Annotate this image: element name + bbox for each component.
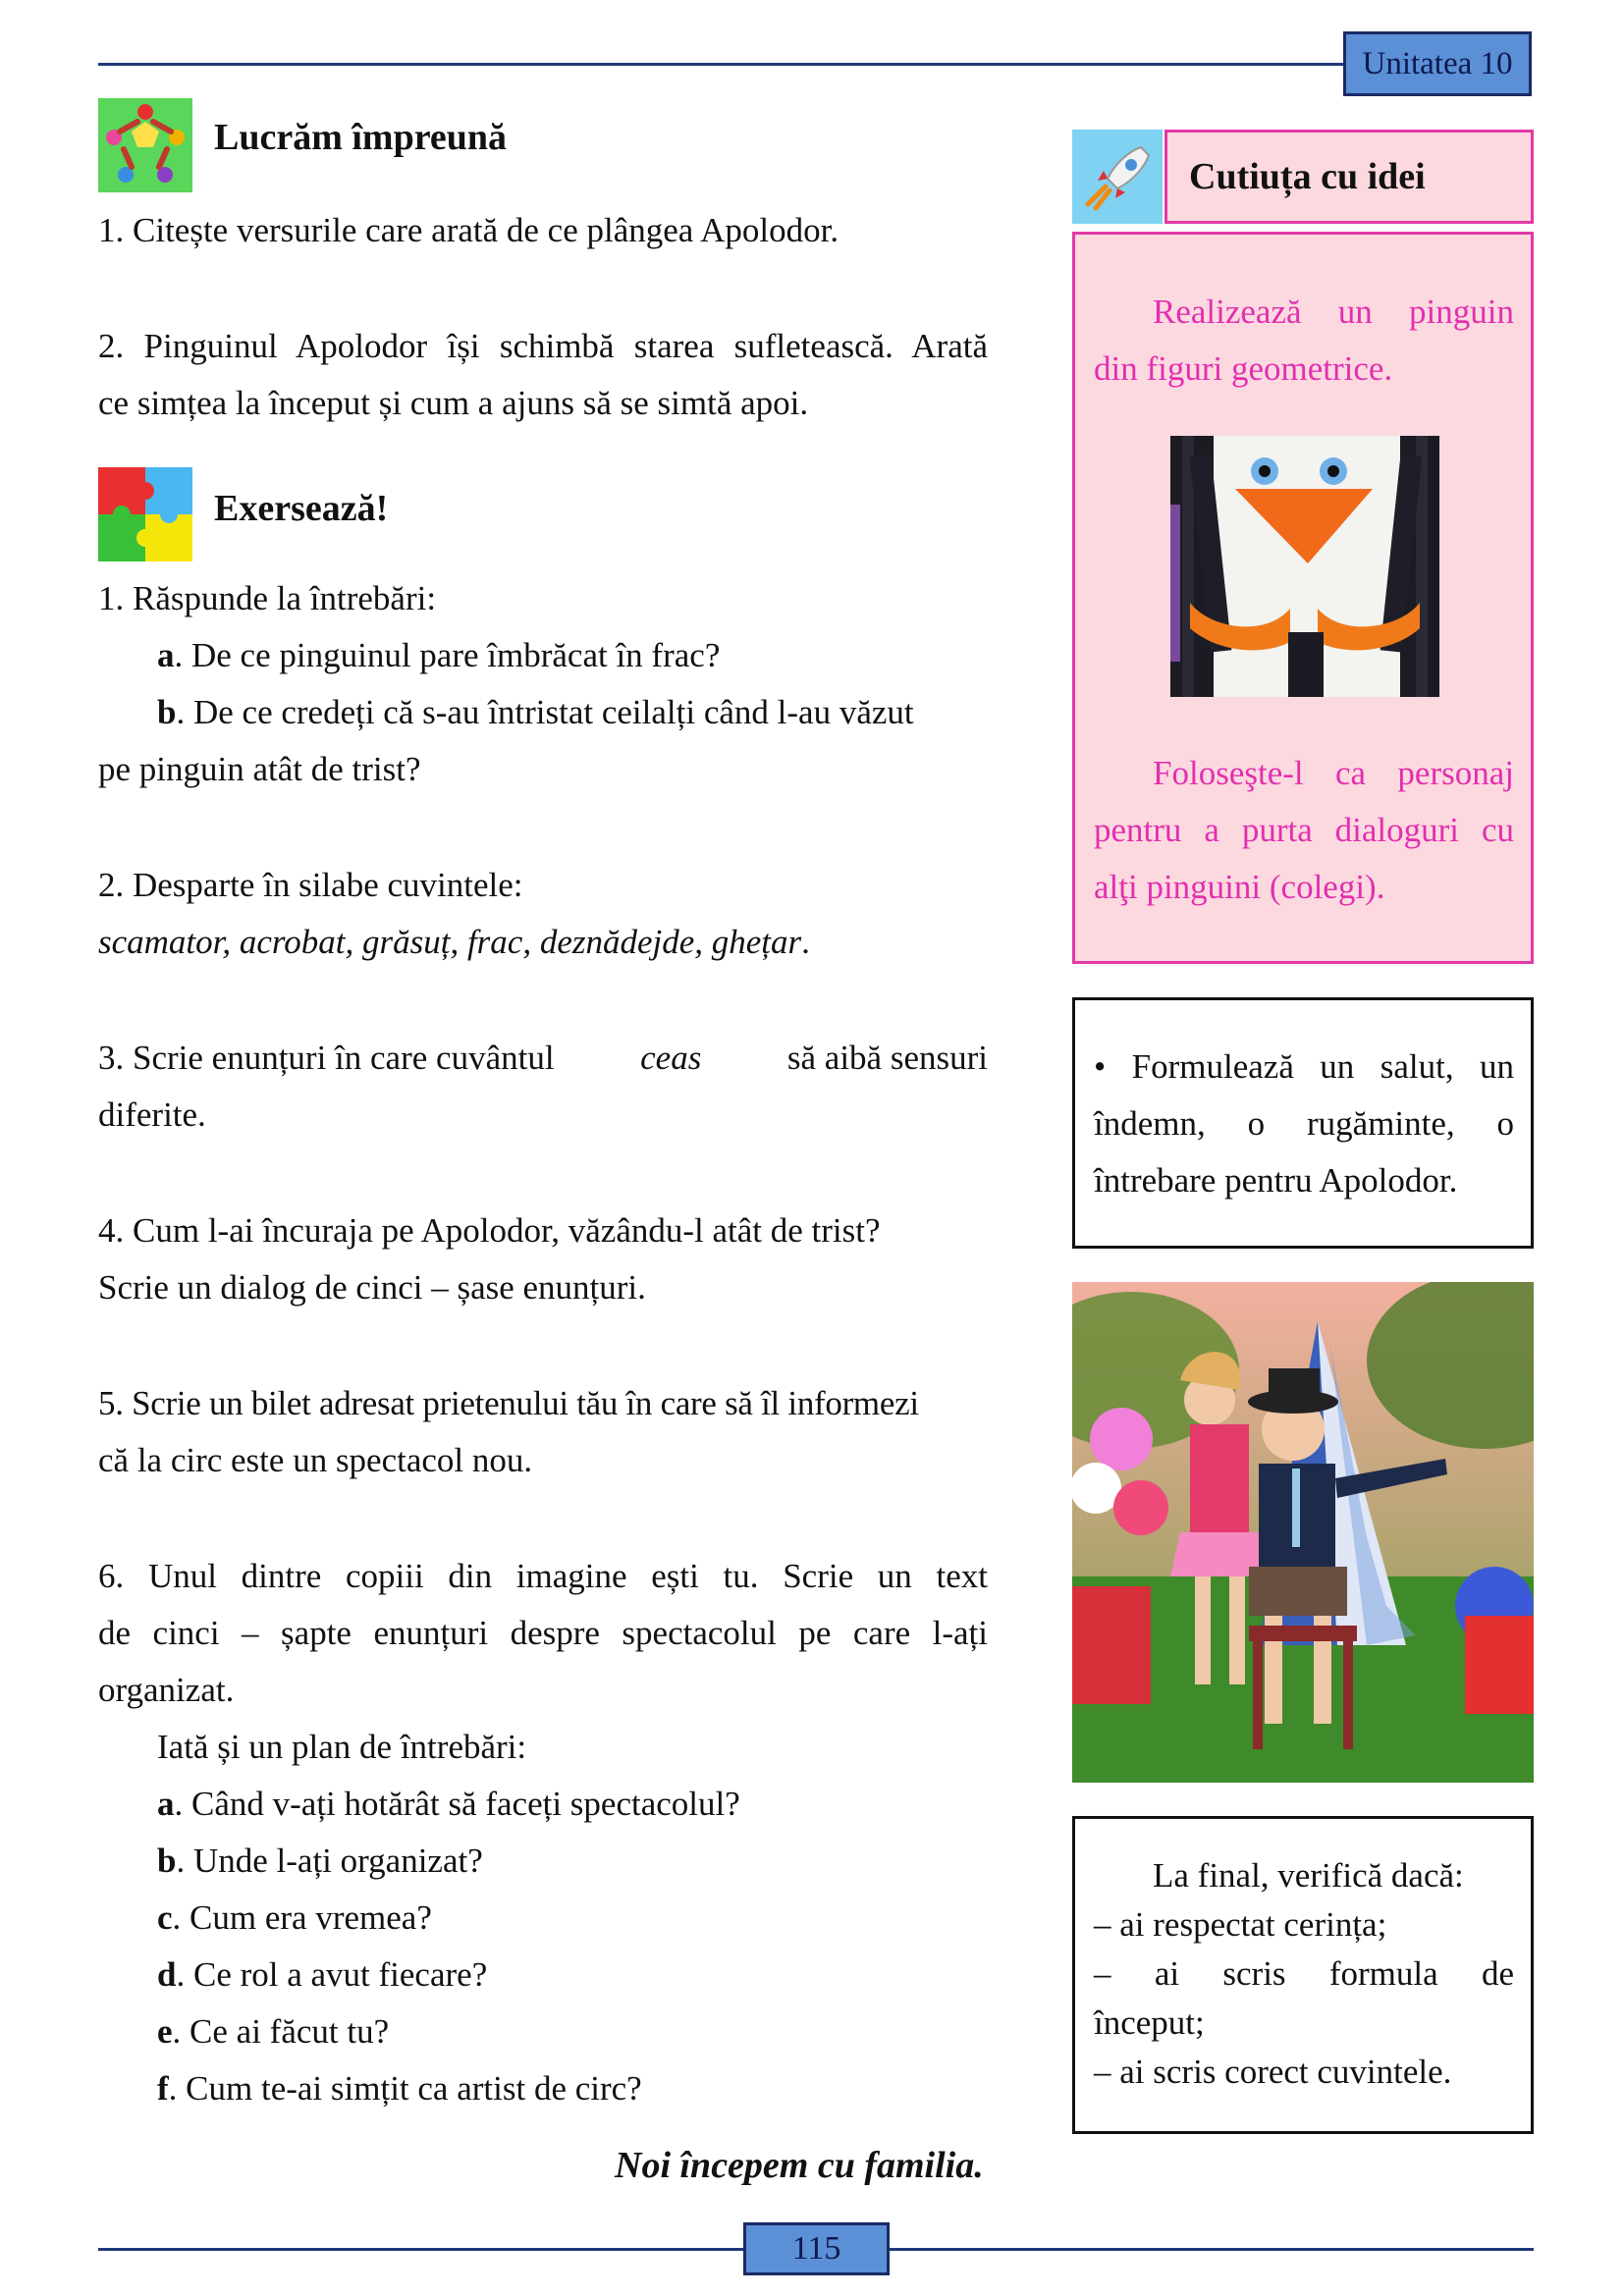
plan-letter: e	[157, 2012, 173, 2051]
exercise-2-words	[98, 923, 988, 962]
plan-item	[157, 1955, 988, 1995]
idea-line2: din figuri geometrice.	[1094, 349, 1393, 388]
idea-line3: Foloseşte-l ca personaj	[1153, 754, 1514, 792]
exercise-6-line3: organizat.	[98, 1671, 235, 1709]
penguin-craft-image	[1170, 436, 1439, 697]
exercise-4-line2: Scrie un dialog de cinci – șase enunțuri.	[98, 1268, 646, 1307]
section-title-lucram: Lucrăm împreună	[214, 117, 508, 158]
footer-rule-right	[890, 2248, 1534, 2251]
exercise-1b-text: . De ce credeți că s-au întristat ceilalți când l-au văzut	[176, 693, 914, 731]
verifica-line4: început;	[1094, 2003, 1205, 2042]
exercise-3	[98, 1039, 988, 1078]
exercise-1b-line2: pe pinguin atât de trist?	[98, 750, 421, 788]
plan-letter: f	[157, 2069, 169, 2108]
syllable-words: scamator, acrobat, grăsuț, frac, deznădejde, ghețar	[98, 923, 802, 961]
idea-line1: Realizează un pinguin	[1153, 293, 1514, 331]
formuleaza-line3: întrebare pentru Apolodor.	[1094, 1161, 1458, 1200]
plan-text: . Când v-ați hotărât să faceți spectacolul?	[174, 1785, 740, 1823]
rocket-icon	[1072, 130, 1163, 224]
plan-item	[157, 2069, 988, 2109]
verifica-line3: – ai scris formula de	[1094, 1954, 1514, 1993]
letter-a: a	[157, 636, 175, 674]
section-title-exerseaza: Exersează!	[214, 488, 389, 529]
exercise-5-line1: 5. Scrie un bilet adresat prietenului tău în care să îl informezi	[98, 1384, 919, 1422]
plan-letter: c	[157, 1898, 173, 1937]
plan-intro: Iată și un plan de întrebări:	[157, 1728, 527, 1766]
lucram-q2-line1: 2. Pinguinul Apolodor își schimbă starea sufletească. Arată	[98, 327, 988, 365]
plan-text: . Cum era vremea?	[172, 1898, 432, 1937]
lucram-q2-line2: ce simțea la început și cum a ajuns să se simtă apoi.	[98, 384, 809, 422]
exercise-1a-text: . De ce pinguinul pare îmbrăcat în frac?	[174, 636, 721, 674]
plan-letter: d	[157, 1955, 177, 1994]
idea-line4: pentru a purta dialoguri cu	[1094, 811, 1514, 849]
kids-circus-photo	[1072, 1282, 1534, 1783]
exercise-3-line2: diferite.	[98, 1095, 206, 1134]
page-number: 115	[743, 2222, 890, 2275]
lucram-q1: 1. Citește versurile care arată de ce plângea Apolodor.	[98, 211, 839, 249]
exercise-1a	[157, 636, 988, 675]
plan-item	[157, 2012, 988, 2052]
verifica-line2: – ai respectat cerința;	[1094, 1905, 1387, 1944]
teamwork-icon	[98, 98, 192, 192]
plan-item	[157, 1842, 988, 1881]
puzzle-icon	[98, 467, 192, 561]
verifica-line5: – ai scris corect cuvintele.	[1094, 2053, 1452, 2091]
plan-text: . Unde l-ați organizat?	[176, 1842, 483, 1880]
unit-badge: Unitatea 10	[1343, 31, 1532, 96]
footer-slogan: Noi începem cu familia.	[615, 2145, 984, 2186]
verifica-line1: La final, verifică dacă:	[1153, 1856, 1464, 1895]
exercise-5-line2: că la circ este un spectacol nou.	[98, 1441, 533, 1479]
exercise-6-line1: 6. Unul dintre copiii din imagine ești tu. Scrie un text	[98, 1557, 988, 1595]
exercise-6-line2: de cinci – șapte enunțuri despre spectacolul pe care l-ați	[98, 1614, 988, 1652]
idea-line5: alţi pinguini (colegi).	[1094, 868, 1385, 906]
exercise-3-word: ceas	[640, 1039, 702, 1077]
plan-text: . Ce ai făcut tu?	[172, 2012, 390, 2051]
header-rule	[98, 63, 1343, 66]
exercise-3-pre: 3. Scrie enunțuri în care cuvântul	[98, 1039, 555, 1077]
letter-b: b	[157, 693, 177, 731]
plan-item	[157, 1898, 988, 1938]
plan-letter: a	[157, 1785, 175, 1823]
plan-item	[157, 1785, 988, 1824]
exercise-4-line1: 4. Cum l-ai încuraja pe Apolodor, văzându-l atât de trist?	[98, 1211, 881, 1250]
plan-text: . Cum te-ai simțit ca artist de circ?	[168, 2069, 642, 2108]
exercise-2: 2. Desparte în silabe cuvintele:	[98, 866, 523, 904]
words-dot: .	[801, 923, 810, 961]
footer-rule-left	[98, 2248, 743, 2251]
formuleaza-line2: îndemn, o rugăminte, o	[1094, 1104, 1514, 1143]
plan-text: . Ce rol a avut fiecare?	[176, 1955, 488, 1994]
exercise-1b	[157, 693, 988, 732]
formuleaza-line1: • Formulează un salut, un	[1094, 1047, 1514, 1086]
plan-letter: b	[157, 1842, 177, 1880]
exercise-1: 1. Răspunde la întrebări:	[98, 579, 437, 617]
exercise-3-post: să aibă sensuri	[786, 1039, 988, 1077]
cutiuta-title: Cutiuța cu idei	[1164, 130, 1534, 224]
